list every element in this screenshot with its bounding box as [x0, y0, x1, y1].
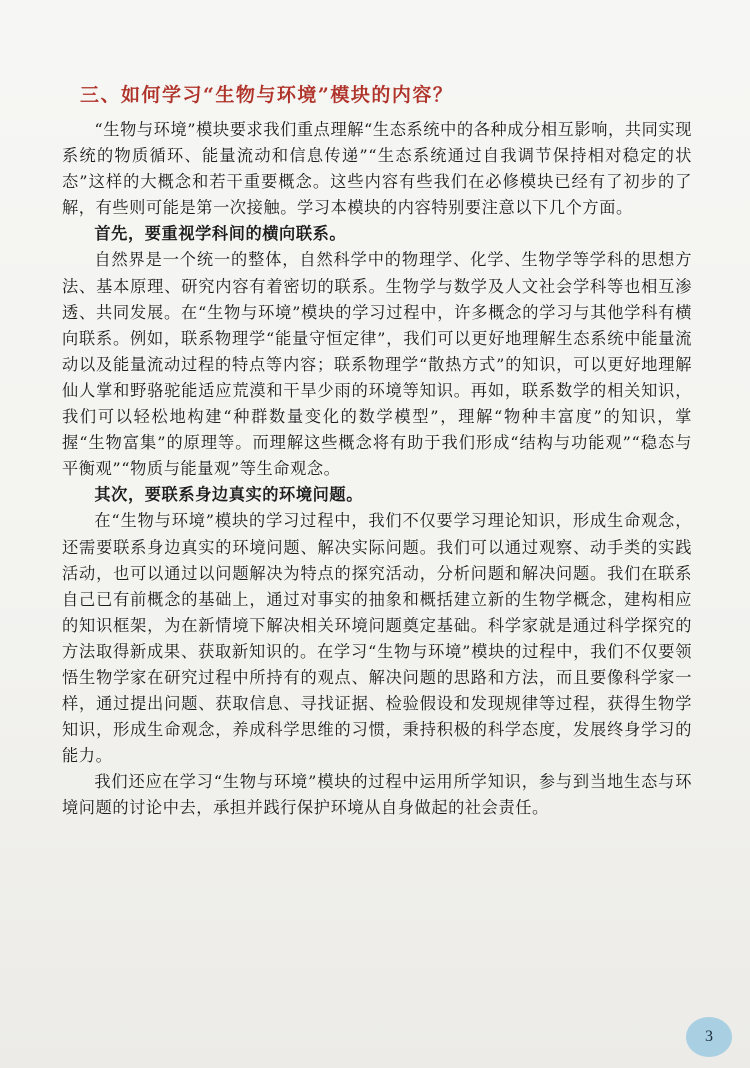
section-heading: 三、如何学习“生物与环境”模块的内容？: [80, 84, 454, 106]
subheading-first: 首先，要重视学科间的横向联系。: [94, 224, 347, 244]
environment-problem-paragraph: 在“生物与环境”模块的学习过程中，我们不仅要学习理论知识，形成生命观念，还需要联系身边真实的环境问题、解决实际问题。我们可以通过观察、动手类的实践活动，也可以通过以问题解决为特点的探究活动，分析问题和解决问题。我们在联系自己已有前概念的基础上，通过对事实的抽象和概括建立新的生物学概念，建构相应的知识框架，为在新情境下解决相关环境问题奠定基础。科学家就是通过科学探究的方法取得新成果、获取新知识的。在学习“生物与环境”模块的过程中，我们不仅要领悟生物学家在研究过程中所持有的观点、解决问题的思路和方法，而且要像科学家一样，通过提出问题、获取信息、寻找证据、检验假设和发现规律等过程，获得生物学知识，形成生命观念，养成科学思维的习惯，秉持积极的科学态度，发展终身学习的能力。: [62, 511, 692, 766]
intro-paragraph: “生物与环境”模块要求我们重点理解“生态系统中的各种成分相互影响，共同实现系统的物质循环、能量流动和信息传递”“生态系统通过自我调节保持相对稳定的状态”这样的大概念和若干重要概念。这些内容有些我们在必修模块已经有了初步的了解，有些则可能是第一次接触。学习本模块的内容特别要注意以下几个方面。: [62, 120, 692, 218]
responsibility-paragraph: 我们还应在学习“生物与环境”模块的过程中运用所学知识，参与到当地生态与环境问题的讨论中去，承担并践行保护环境从自身做起的社会责任。: [62, 772, 692, 818]
subheading-second: 其次，要联系身边真实的环境问题。: [94, 485, 363, 505]
page-number-badge: 3: [686, 1017, 732, 1057]
interdisciplinary-paragraph: 自然界是一个统一的整体，自然科学中的物理学、化学、生物学等学科的思想方法、基本原理、研究内容有着密切的联系。生物学与数学及人文社会学科等也相互渗透、共同发展。在“生物与环境”模块的学习过程中，许多概念的学习与其他学科有横向联系。例如，联系物理学“能量守恒定律”，我们可以更好地理解生态系统中能量流动以及能量流动过程的特点等内容；联系物理学“散热方式”的知识，可以更好地理解仙人掌和野骆驼能适应荒漠和干旱少雨的环境等知识。再如，联系数学的相关知识，我们可以轻松地构建“种群数量变化的数学模型”，理解“物种丰富度”的知识，掌握“生物富集”的原理等。而理解这些概念将有助于我们形成“结构与功能观”“稳态与平衡观”“物质与能量观”等生命观念。: [62, 250, 692, 479]
body-text: [62, 117, 692, 822]
